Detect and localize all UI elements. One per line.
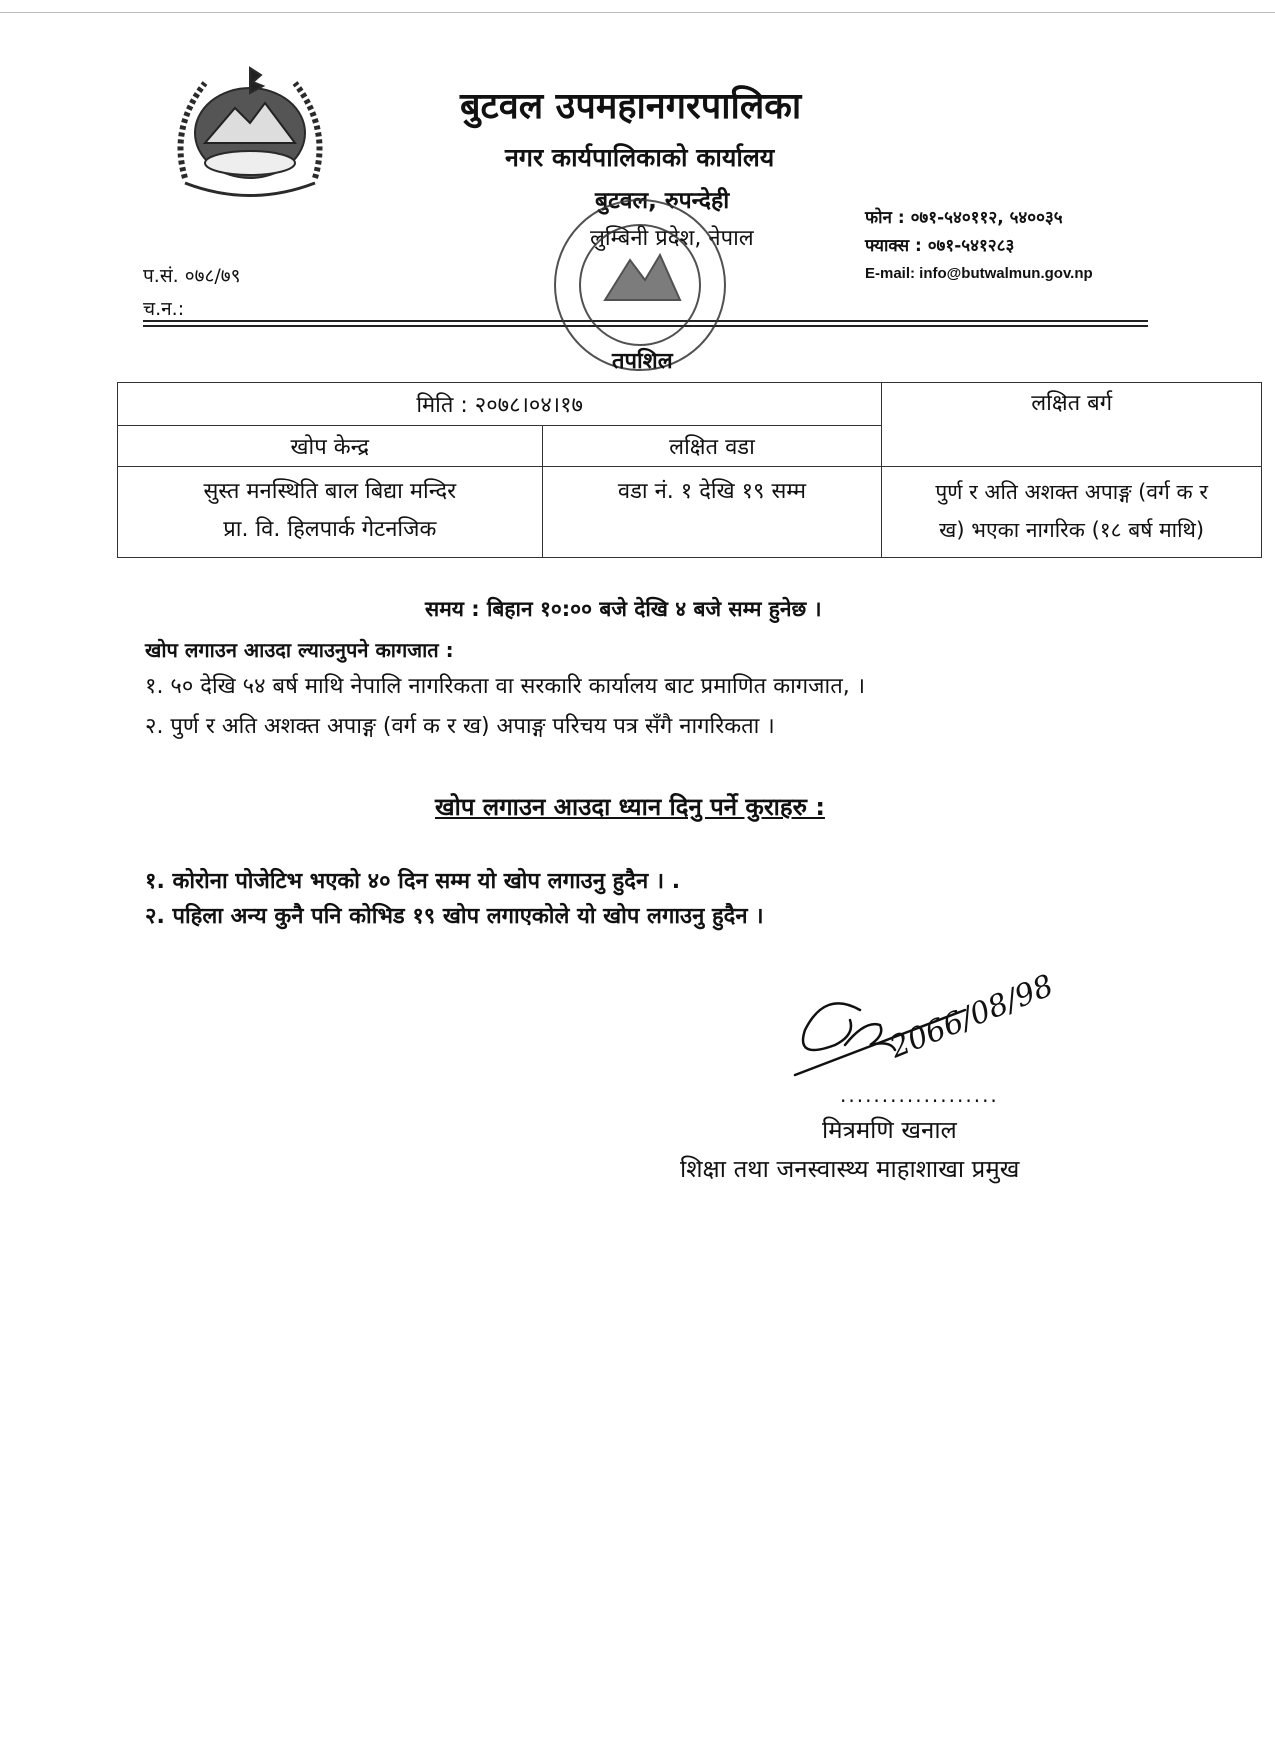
email-address: E-mail: info@butwalmun.gov.np [865, 265, 1093, 282]
vaccination-timing: समय : बिहान १०:०० बजे देखि ४ बजे सम्म हुनेछ । [425, 597, 822, 621]
required-document-item: २. पुर्ण र अति अशक्त अपाङ्ग (वर्ग क र ख) अपाङ्ग परिचय पत्र सँगै नागरिकता । [145, 714, 775, 739]
precaution-item: २. पहिला अन्य कुनै पनि कोभिड १९ खोप लगाएकोले यो खोप लगाउनु हुदैन । [145, 904, 764, 929]
fax-number: फ्याक्स : ०७१-५४१२८३ [865, 236, 1015, 256]
stamp-label: तपशिल [612, 349, 673, 374]
date-cell: मिति : २०७८।०४।१७ [118, 383, 882, 426]
signer-title: शिक्षा तथा जनस्वास्थ्य माहाशाखा प्रमुख [680, 1155, 1020, 1183]
center-name: सुस्त मनस्थिति बाल बिद्या मन्दिर [203, 479, 457, 504]
required-document-item: १. ५० देखि ५४ बर्ष माथि नेपालि नागरिकता वा सरकारि कार्यालय बाट प्रमाणित कागजात, । [145, 674, 866, 699]
target-ward-header: लक्षित वडा [542, 426, 882, 467]
reference-number: प.सं. ०७८/७९ [143, 265, 241, 287]
vaccination-center-header: खोप केन्द्र [118, 426, 543, 467]
target-category-header: लक्षित बर्ग [882, 383, 1262, 467]
government-emblem-icon [165, 58, 335, 208]
handwritten-signature [785, 950, 1105, 1090]
required-documents-heading: खोप लगाउन आउदा ल्याउनुपने कागजात : [145, 638, 454, 662]
vaccination-info-table [117, 382, 1262, 558]
signature-line: ................... [840, 1083, 999, 1107]
category-line: ख) भएका नागरिक (१८ बर्ष माथि) [939, 518, 1205, 542]
precautions-heading: खोप लगाउन आउदा ध्यान दिनु पर्ने कुराहरु : [435, 793, 825, 821]
vaccination-center-cell [118, 467, 543, 558]
phone-number: फोन : ०७१-५४०११२, ५४००३५ [865, 208, 1063, 228]
center-address: प्रा. वि. हिलपार्क गेटनजिक [223, 517, 437, 542]
office-location: बुटवल, रुपन्देही [595, 188, 730, 214]
organization-title: बुटवल उपमहानगरपालिका [460, 86, 802, 127]
office-province: लुम्बिनी प्रदेश, नेपाल [590, 226, 754, 251]
target-category-cell [882, 467, 1262, 558]
signer-name: मित्रमणि खनाल [822, 1116, 957, 1144]
svg-text:2066/08/98: 2066/08/98 [884, 968, 1059, 1066]
category-line: पुर्ण र अति अशक्त अपाङ्ग (वर्ग क र [935, 480, 1208, 504]
contact-block [865, 204, 1093, 288]
precaution-item: १. कोरोना पोजेटिभ भएको ४० दिन सम्म यो खोप लगाउनु हुदैन । . [145, 869, 681, 894]
office-name: नगर कार्यपालिकाको कार्यालय [505, 143, 775, 172]
dispatch-number: च.न.: [143, 298, 185, 320]
target-ward-cell: वडा नं. १ देखि १९ सम्म [542, 467, 882, 558]
page-top-edge [0, 12, 1275, 13]
